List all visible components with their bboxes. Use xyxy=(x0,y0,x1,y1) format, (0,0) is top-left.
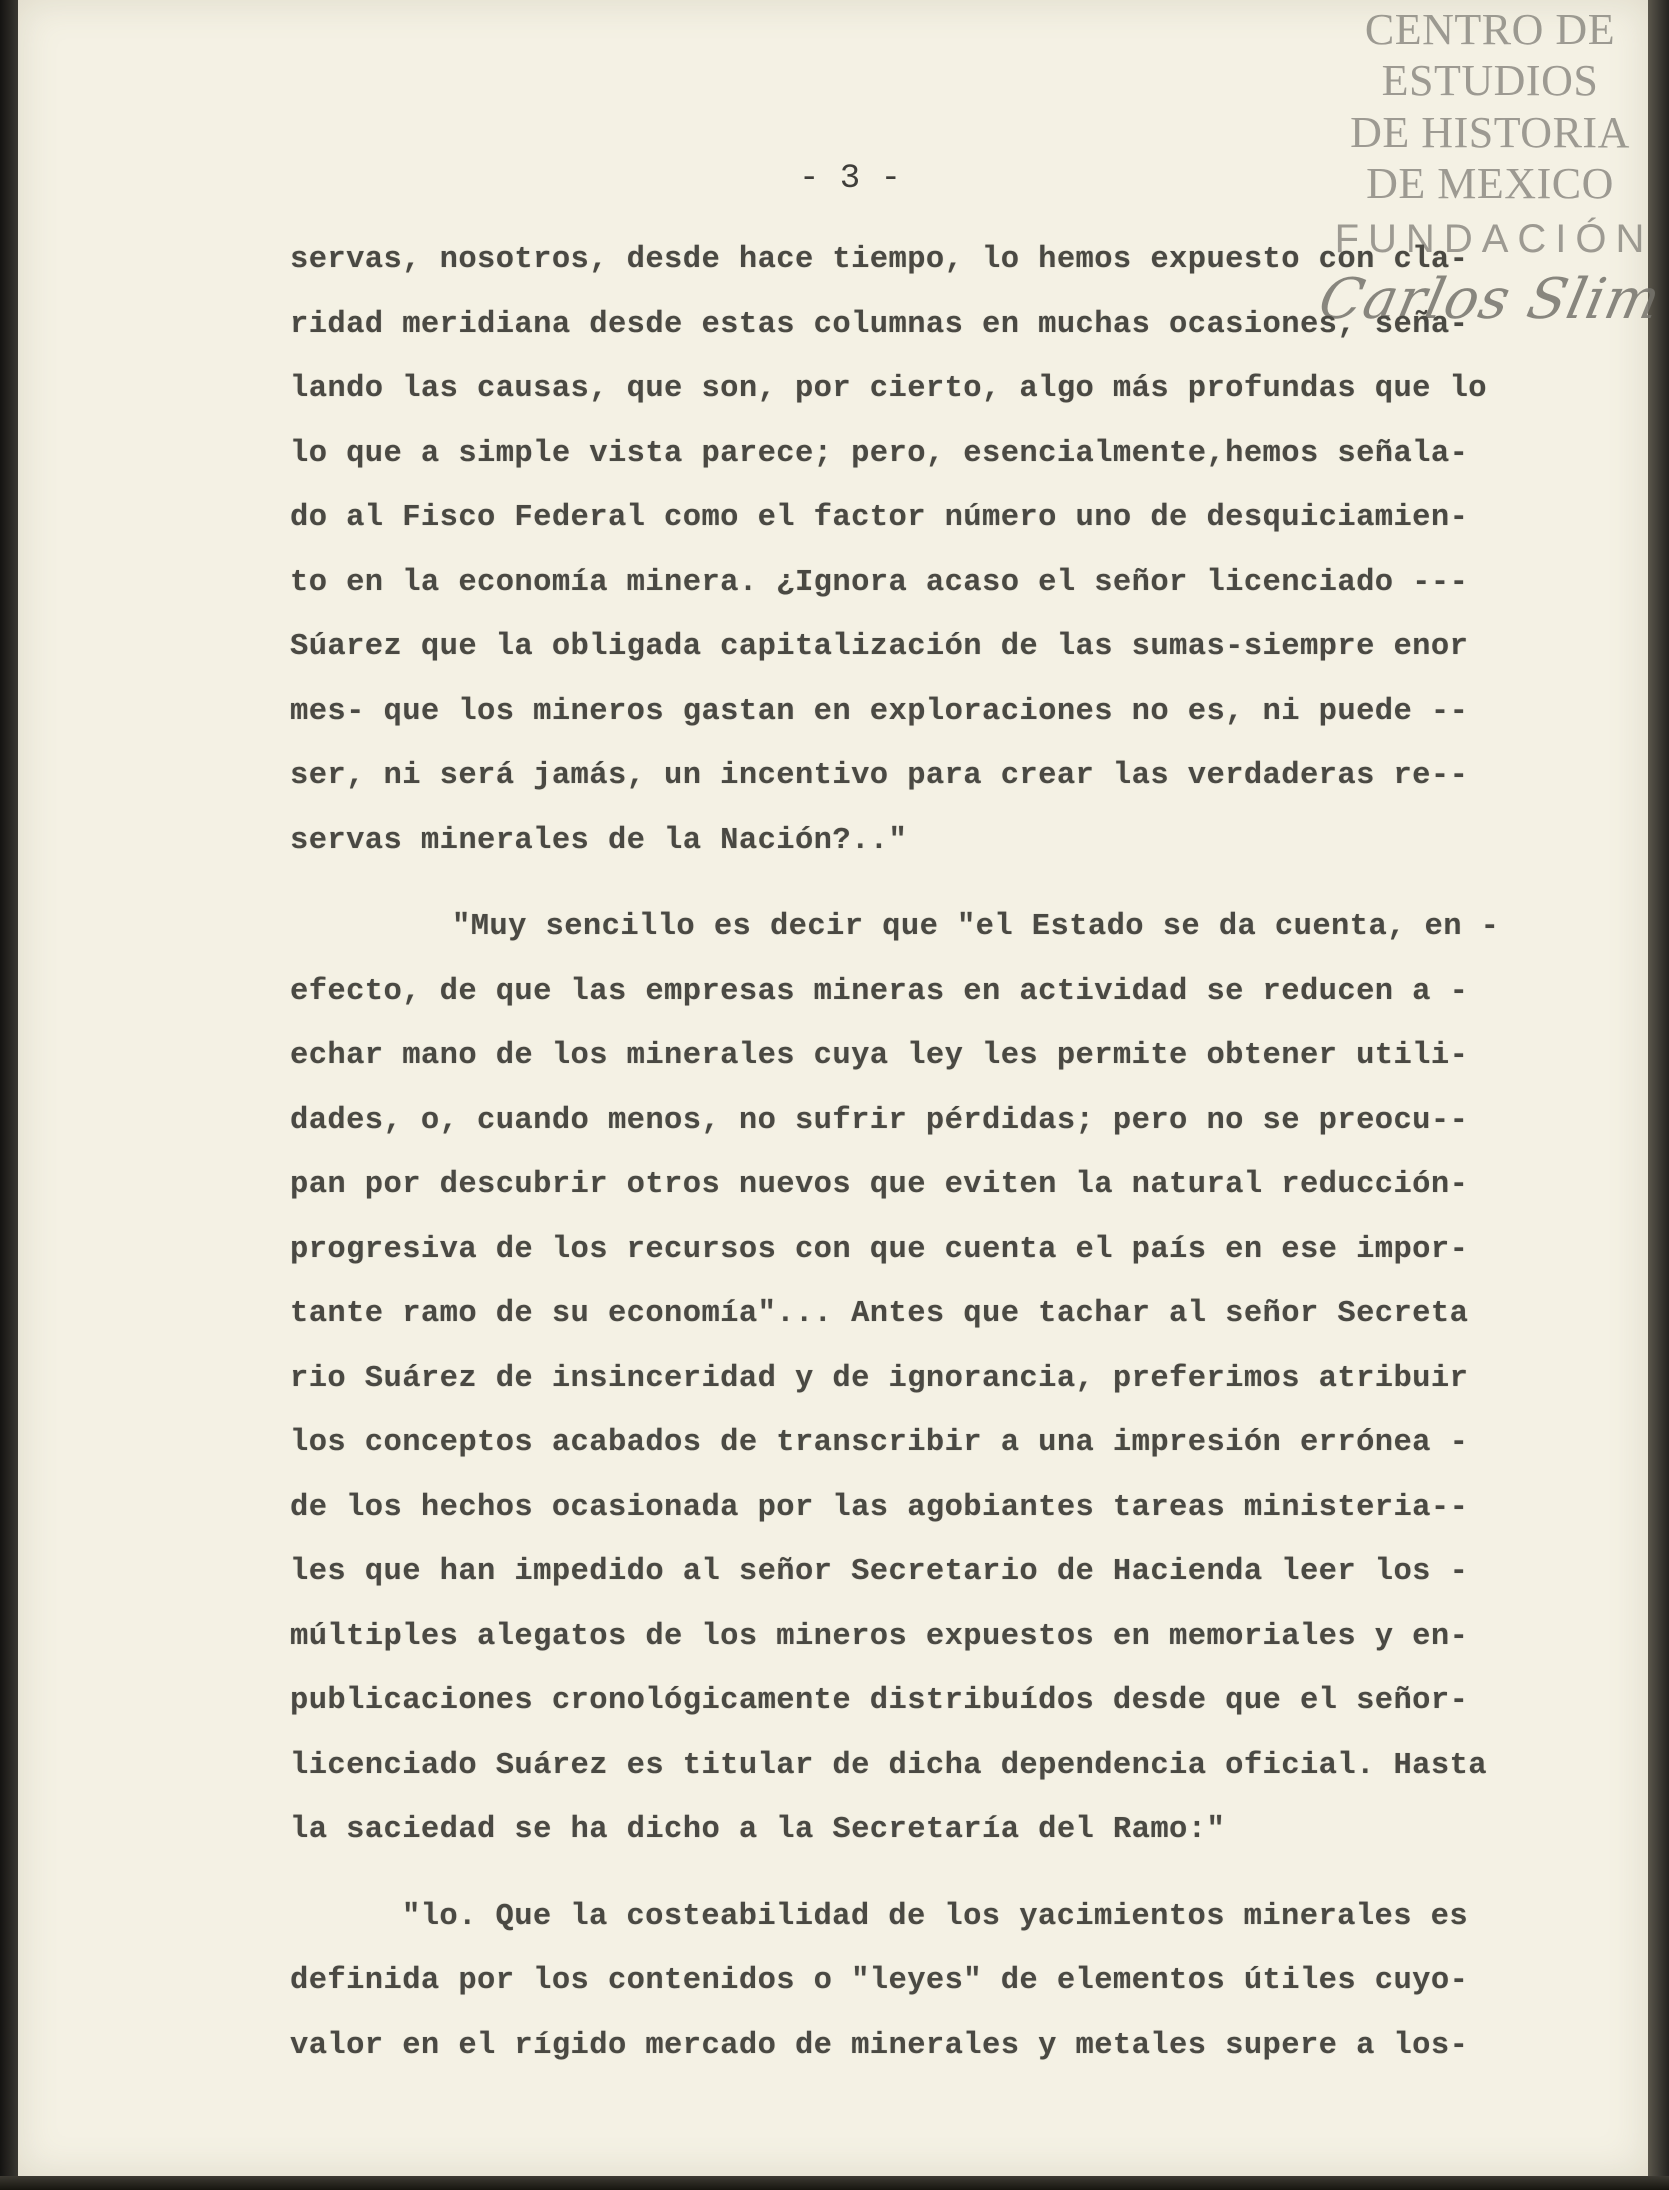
page-number: - 3 - xyxy=(798,160,902,198)
text-line: definida por los contenidos o "leyes" de elementos útiles cuyo- xyxy=(290,1964,1469,1998)
watermark-signature: Carlos Slim xyxy=(1313,266,1667,332)
paragraph-gap xyxy=(290,873,1560,895)
text-line: servas, nosotros, desde hace tiempo, lo hemos expuesto con cla- xyxy=(290,243,1469,277)
text-line: pan por descubrir otros nuevos que eviten la natural reducción- xyxy=(290,1168,1469,1202)
text-line: múltiples alegatos de los mineros expuestos en memoriales y en- xyxy=(290,1619,1469,1654)
watermark-line: ESTUDIOS xyxy=(1381,56,1599,106)
text-line: progresiva de los recursos con que cuenta el país en ese impor- xyxy=(290,1232,1469,1267)
scan-edge-bottom xyxy=(0,2176,1669,2190)
watermark-foundation: FUNDACIÓN xyxy=(1334,216,1654,261)
text-line: to en la economía minera. ¿Ignora acaso el señor licenciado --- xyxy=(290,565,1469,600)
text-line: "lo. Que la costeabilidad de los yacimientos minerales es xyxy=(402,1899,1469,1934)
text-line: la saciedad se ha dicho a la Secretaría del Ramo:" xyxy=(290,1813,1226,1847)
text-line: "Muy sencillo es decir que "el Estado se da cuenta, en - xyxy=(452,910,1500,944)
paragraph-gap xyxy=(290,1863,1560,1885)
text-line: lando las causas, que son, por cierto, algo más profundas que lo xyxy=(290,372,1487,406)
text-line: dades, o, cuando menos, no sufrir pérdidas; pero no se preocu-- xyxy=(290,1103,1469,1138)
text-line: servas minerales de la Nación?.." xyxy=(290,823,908,858)
text-line: ser, ni será jamás, un incentivo para crear las verdaderas re-- xyxy=(290,759,1469,793)
text-line: licenciado Suárez es titular de dicha dependencia oficial. Hasta xyxy=(290,1748,1487,1783)
text-line: echar mano de los minerales cuya ley les permite obtener utili- xyxy=(290,1039,1469,1073)
text-line: Súarez que la obligada capitalización de las sumas-siempre enor xyxy=(290,630,1469,664)
text-line: publicaciones cronológicamente distribuídos desde que el señor- xyxy=(290,1684,1469,1718)
text-line: lo que a simple vista parece; pero, esencialmente,hemos señala- xyxy=(290,436,1469,471)
text-line: rio Suárez de insinceridad y de ignorancia, preferimos atribuir xyxy=(290,1361,1469,1396)
watermark-line: DE HISTORIA xyxy=(1350,107,1630,157)
watermark-line: DE MEXICO xyxy=(1366,159,1614,209)
watermark-line: CENTRO DE xyxy=(1364,5,1616,54)
text-line: efecto, de que las empresas mineras en actividad se reducen a - xyxy=(290,974,1469,1009)
typewritten-body xyxy=(290,228,1560,2078)
text-line: do al Fisco Federal como el factor número uno de desquiciamien- xyxy=(290,501,1469,535)
text-line: los conceptos acabados de transcribir a una impresión errónea - xyxy=(290,1426,1469,1460)
scan-edge-left xyxy=(0,0,18,2190)
text-line: tante ramo de su economía"... Antes que tachar al señor Secreta xyxy=(290,1297,1469,1331)
text-line: de los hechos ocasionada por las agobiantes tareas ministeria-- xyxy=(290,1490,1469,1525)
text-line: valor en el rígido mercado de minerales y metales supere a los- xyxy=(290,2028,1469,2063)
text-line: ridad meridiana desde estas columnas en muchas ocasiones, seña- xyxy=(290,307,1469,342)
text-line: les que han impedido al señor Secretario de Hacienda leer los - xyxy=(290,1555,1469,1589)
text-line: mes- que los mineros gastan en exploraciones no es, ni puede -- xyxy=(290,694,1469,729)
